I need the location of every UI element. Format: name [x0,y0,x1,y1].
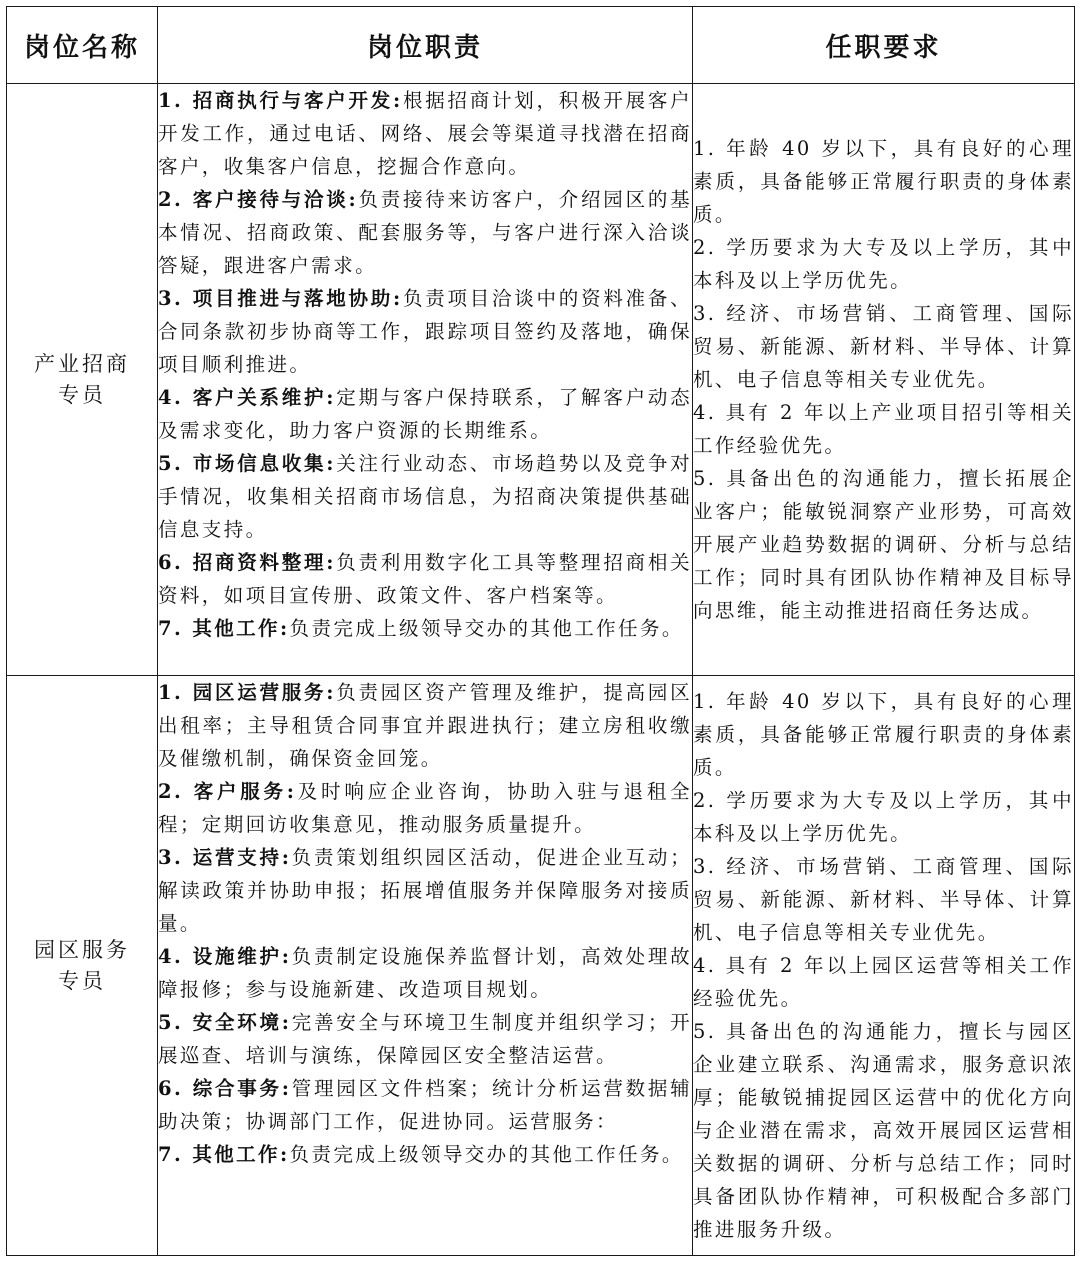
header-duties: 岗位职责 [158,7,693,84]
duty-text: 负责接待来访客户，介绍园区的基本情况、招商政策、配套服务等，与客户进行深入洽谈答疑，跟进客户需求。 [158,188,692,277]
requirement-item: 2. 学历要求为大专及以上学历，其中本科及以上学历优先。 [693,236,1074,292]
duty-text: 负责制定设施保养监督计划，高效处理故障报修；参与设施新建、改造项目规划。 [158,945,693,1001]
duty-item [158,676,692,775]
duty-item [158,84,692,183]
duty-heading: 4. 客户关系维护: [158,386,336,409]
duty-text: 完善安全与环境卫生制度并组织学习；开展巡查、培训与演练，保障园区安全整洁运营。 [158,1011,693,1067]
duty-item [158,1138,692,1171]
requirement-item: 4. 具有 2 年以上产业项目招引等相关工作经验优先。 [693,401,1074,457]
duty-item [158,1072,692,1138]
position-name-line: 园区服务 [34,937,130,962]
duty-text: 负责完成上级领导交办的其他工作任务。 [289,617,684,640]
duty-text: 及时响应企业咨询，协助入驻与退租全程；定期回访收集意见，推动服务质量提升。 [158,780,692,836]
duty-heading: 6. 招商资料整理: [158,551,336,574]
duty-text: 根据招商计划，积极开展客户开发工作，通过电话、网络、展会等渠道寻找潜在招商客户，收集客户信息，挖掘合作意向。 [158,89,693,178]
duty-heading: 2. 客户接待与洽谈: [158,188,359,211]
position-name-line: 专员 [58,968,106,993]
duty-heading: 6. 综合事务: [158,1077,292,1100]
header-row [7,7,1075,84]
duty-heading: 3. 运营支持: [158,846,292,869]
duty-text: 负责利用数字化工具等整理招商相关资料，如项目宣传册、政策文件、客户档案等。 [158,551,692,607]
duty-heading: 3. 项目推进与落地协助: [158,287,403,310]
duty-item [158,447,692,546]
duty-heading: 7. 其他工作: [158,1143,290,1166]
duty-heading: 7. 其他工作: [158,617,290,640]
duty-item [158,1006,692,1072]
position-name-line: 产业招商 [34,351,130,376]
duty-heading: 1. 园区运营服务: [158,681,336,704]
duty-text: 负责完成上级领导交办的其他工作任务。 [289,1143,684,1166]
duty-item [158,940,692,1006]
position-name-cell [7,84,158,676]
duty-text: 关注行业动态、市场趋势以及竞争对手情况，收集相关招商市场信息，为招商决策提供基础信息支持。 [158,452,692,541]
duty-heading: 1. 招商执行与客户开发: [158,89,403,112]
duty-item [158,282,692,381]
duty-heading: 2. 客户服务: [158,780,297,803]
duties-cell [158,84,693,676]
position-name-cell [7,676,158,1256]
requirement-item: 2. 学历要求为大专及以上学历，其中本科及以上学历优先。 [693,789,1074,845]
requirement-item: 1. 年龄 40 岁以下，具有良好的心理素质，具备能够正常履行职责的身体素质。 [693,137,1074,226]
duty-heading: 4. 设施维护: [158,945,292,968]
duty-text: 负责策划组织园区活动，促进企业互动；解读政策并协助申报；拓展增值服务并保障服务对接质量。 [158,846,693,935]
requirement-item: 3. 经济、市场营销、工商管理、国际贸易、新能源、新材料、半导体、计算机、电子信息等相关专业优先。 [693,855,1074,944]
table-row [7,676,1075,1256]
duty-text: 负责园区资产管理及维护，提高园区出租率；主导租赁合同事宜并跟进执行；建立房租收缴及催缴机制，确保资金回笼。 [158,681,692,770]
duty-heading: 5. 市场信息收集: [158,452,336,475]
duty-heading: 5. 安全环境: [158,1011,292,1034]
duty-item [158,841,692,940]
requirement-item: 5. 具备出色的沟通能力，擅长与园区企业建立联系、沟通需求，服务意识浓厚；能敏锐捕捉园区运营中的优化方向与企业潜在需求，高效开展园区运营相关数据的调研、分析与总结工作；同时具备团队协作精神，可积极配合多部门推进服务升级。 [693,1020,1074,1241]
duty-item [158,775,692,841]
duty-item [158,546,692,612]
header-requirements: 任职要求 [693,7,1075,84]
duties-cell [158,676,693,1256]
requirement-item: 5. 具备出色的沟通能力，擅长拓展企业客户；能敏锐洞察产业形势，可高效开展产业趋势数据的调研、分析与总结工作；同时具有团队协作精神及目标导向思维，能主动推进招商任务达成。 [693,467,1074,622]
requirement-item: 4. 具有 2 年以上园区运营等相关工作经验优先。 [693,954,1074,1010]
duty-item [158,381,692,447]
table-row [7,84,1075,676]
duty-item [158,183,692,282]
requirement-item: 3. 经济、市场营销、工商管理、国际贸易、新能源、新材料、半导体、计算机、电子信息等相关专业优先。 [693,302,1074,391]
requirements-cell [693,676,1075,1256]
job-positions-table [6,6,1075,1256]
requirement-item: 1. 年龄 40 岁以下，具有良好的心理素质，具备能够正常履行职责的身体素质。 [693,690,1074,779]
duty-text: 定期与客户保持联系，了解客户动态及需求变化，助力客户资源的长期维系。 [158,386,692,442]
header-position-name: 岗位名称 [7,7,158,84]
position-name-line: 专员 [58,382,106,407]
requirements-cell [693,84,1075,676]
job-table-page [6,6,1074,1256]
duty-item [158,612,692,645]
duty-text: 负责项目洽谈中的资料准备、合同条款初步协商等工作，跟踪项目签约及落地，确保项目顺利推进。 [158,287,693,376]
duty-text: 管理园区文件档案；统计分析运营数据辅助决策；协调部门工作，促进协同。运营服务： [158,1077,693,1133]
